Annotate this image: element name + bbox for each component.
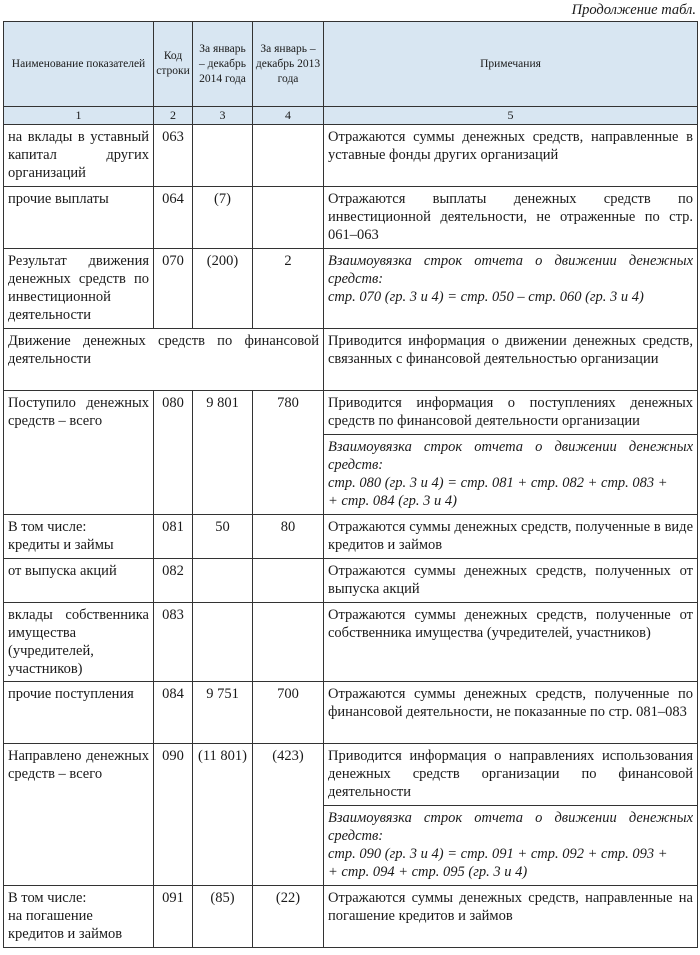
row-note: Отражаются суммы денежных средств, полученные от собственника имущества (учредителей, участников) <box>324 603 698 682</box>
column-number: 5 <box>324 107 698 125</box>
row-name: прочие поступления <box>4 682 154 744</box>
row-name-prefix: В том числе: <box>8 519 87 535</box>
row-value-2013: (423) <box>253 744 324 886</box>
column-number: 2 <box>154 107 193 125</box>
row-note: Отражаются суммы денежных средств, полученные в виде кредитов и займов <box>324 515 698 559</box>
row-name: прочие выплаты <box>4 187 154 249</box>
row-code: 064 <box>154 187 193 249</box>
row-note: Отражаются суммы денежных средств, направленные в уставные фонды других организаций <box>324 125 698 187</box>
row-value-2014 <box>193 125 253 187</box>
row-value-2013: 780 <box>253 391 324 515</box>
row-value-2013: 80 <box>253 515 324 559</box>
reconciliation-title: Взаимоувязка строк отчета о движении денежных средств: <box>328 439 693 473</box>
table-row-090 <box>4 744 698 806</box>
row-note: Приводится информация о движении денежных средств, связанных с финансовой деятельностью организации <box>324 329 698 391</box>
header-indicator-name: Наименование показателей <box>4 22 154 107</box>
row-value-2013: 2 <box>253 249 324 329</box>
header-row <box>4 22 698 107</box>
header-year-2014: За январь – декабрь 2014 года <box>193 22 253 107</box>
row-name <box>4 515 154 559</box>
column-number: 4 <box>253 107 324 125</box>
row-note: Отражаются выплаты денежных средств по инвестиционной деятельности, не отраженные по стр. 061–063 <box>324 187 698 249</box>
table-row-080 <box>4 391 698 435</box>
row-name: Результат движения денежных средств по инвестиционной деятельности <box>4 249 154 329</box>
row-value-2014 <box>193 559 253 603</box>
row-name-main: на погашение кредитов и займов <box>8 908 123 942</box>
table-row-084 <box>4 682 698 744</box>
column-number: 3 <box>193 107 253 125</box>
row-note: Приводится информация о направлениях использования денежных средств организации по финансовой деятельности <box>324 744 698 806</box>
header-year-2013: За январь – декабрь 2013 года <box>253 22 324 107</box>
row-note-reconciliation <box>324 806 698 886</box>
row-note-reconciliation <box>324 435 698 515</box>
table-row-064 <box>4 187 698 249</box>
row-value-2013: 700 <box>253 682 324 744</box>
row-code: 091 <box>154 886 193 948</box>
column-number-row <box>4 107 698 125</box>
row-name-prefix: В том числе: <box>8 890 87 906</box>
row-value-2013 <box>253 125 324 187</box>
row-value-2014: (200) <box>193 249 253 329</box>
table-row-082 <box>4 559 698 603</box>
reconciliation-title: Взаимоувязка строк отчета о движении денежных средств: <box>328 253 693 287</box>
row-name: на вклады в уставный капитал других организаций <box>4 125 154 187</box>
row-value-2014: 50 <box>193 515 253 559</box>
table-row-081 <box>4 515 698 559</box>
row-code: 082 <box>154 559 193 603</box>
row-name <box>4 886 154 948</box>
row-value-2013 <box>253 559 324 603</box>
row-code: 090 <box>154 744 193 886</box>
row-note-reconciliation <box>324 249 698 329</box>
row-code: 084 <box>154 682 193 744</box>
row-value-2013: (22) <box>253 886 324 948</box>
continuation-label: Продолжение табл. <box>571 2 696 18</box>
table-row-091 <box>4 886 698 948</box>
row-code: 080 <box>154 391 193 515</box>
row-value-2013 <box>253 187 324 249</box>
row-value-2013 <box>253 603 324 682</box>
row-value-2014: (85) <box>193 886 253 948</box>
column-number: 1 <box>4 107 154 125</box>
row-code: 083 <box>154 603 193 682</box>
row-name: Направлено денежных средств – всего <box>4 744 154 886</box>
row-code: 081 <box>154 515 193 559</box>
row-code: 063 <box>154 125 193 187</box>
row-value-2014: (11 801) <box>193 744 253 886</box>
row-note: Приводится информация о поступлениях денежных средств по финансовой деятельности организации <box>324 391 698 435</box>
reconciliation-formula: стр. 070 (гр. 3 и 4) = стр. 050 – стр. 060 (гр. 3 и 4) <box>328 289 644 305</box>
reconciliation-formula: стр. 080 (гр. 3 и 4) = стр. 081 + стр. 082 + стр. 083 + <box>328 475 668 491</box>
row-value-2014: 9 801 <box>193 391 253 515</box>
row-note: Отражаются суммы денежных средств, полученные по финансовой деятельности, не показанные по стр. 081–083 <box>324 682 698 744</box>
row-name-main: кредиты и займы <box>8 537 114 553</box>
reconciliation-formula: стр. 090 (гр. 3 и 4) = стр. 091 + стр. 092 + стр. 093 + <box>328 846 668 862</box>
row-code: 070 <box>154 249 193 329</box>
reconciliation-formula-cont: + стр. 084 (гр. 3 и 4) <box>328 493 458 509</box>
row-value-2014 <box>193 603 253 682</box>
reconciliation-title: Взаимоувязка строк отчета о движении денежных средств: <box>328 810 693 844</box>
section-row-financial <box>4 329 698 391</box>
table-row-063 <box>4 125 698 187</box>
row-name: вклады собственника имущества (учредителей, участников) <box>4 603 154 682</box>
reconciliation-formula-cont: + стр. 094 + стр. 095 (гр. 3 и 4) <box>328 864 528 880</box>
row-value-2014: (7) <box>193 187 253 249</box>
section-title: Движение денежных средств по финансовой деятельности <box>4 329 324 391</box>
cash-flow-table <box>3 21 698 948</box>
row-name: Поступило денежных средств – всего <box>4 391 154 515</box>
row-name: от выпуска акций <box>4 559 154 603</box>
header-line-code: Код строки <box>154 22 193 107</box>
table-row-083 <box>4 603 698 682</box>
table-row-070 <box>4 249 698 329</box>
row-note: Отражаются суммы денежных средств, полученных от выпуска акций <box>324 559 698 603</box>
row-value-2014: 9 751 <box>193 682 253 744</box>
row-note: Отражаются суммы денежных средств, направленные на погашение кредитов и займов <box>324 886 698 948</box>
header-notes: Примечания <box>324 22 698 107</box>
